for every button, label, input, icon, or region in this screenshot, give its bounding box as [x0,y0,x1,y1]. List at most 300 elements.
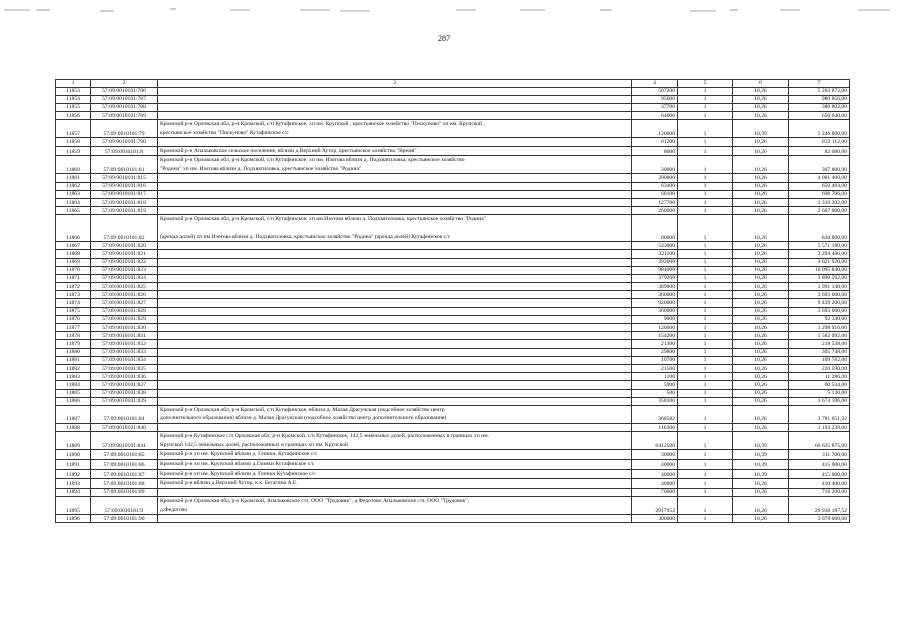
quantity-cell: 1 [678,258,733,266]
cadastral-number-cell: 57:09:0010101:818 [91,198,158,206]
rate-cell: 10,26 [733,405,789,423]
area-cell: 127700 [632,198,678,206]
quantity-cell: 1 [678,112,733,120]
quantity-cell: 1 [678,356,733,364]
value-cell: 4 021 920,00 [789,258,850,266]
area-cell: 358100 [632,397,678,405]
table-row [56,250,850,258]
address-cell [158,190,632,198]
table-row [56,274,850,282]
table-row [56,258,850,266]
value-cell: 307 800,00 [789,156,850,174]
quantity-cell: 1 [678,190,733,198]
quantity-cell: 1 [678,515,733,523]
row-number-cell: 11890 [56,450,91,460]
row-number-cell: 11853 [56,87,91,95]
cadastral-number-cell: 57:09:0010101:82 [91,215,158,242]
row-number-cell: 11862 [56,182,91,190]
row-number-cell: 11894 [56,488,91,496]
value-cell: 2 667 600,00 [789,207,850,215]
table-row [56,450,850,460]
cadastral-number-cell: 57:09:0010101:833 [91,348,158,356]
area-cell: 63400 [632,182,678,190]
value-cell: 218 538,00 [789,340,850,348]
table-row [56,146,850,156]
area-cell: 40000 [632,479,678,489]
cadastral-number-cell: 57:09:0010101:90 [91,515,158,523]
cadastral-number-cell: 57:09:0010101:837 [91,381,158,389]
address-cell [158,198,632,206]
row-number-cell: 11860 [56,156,91,174]
rate-cell: 10,26 [733,112,789,120]
table-row [56,315,850,323]
cadastral-number-cell: 57:09:0010101:817 [91,190,158,198]
address-cell [158,373,632,381]
row-number-cell: 11879 [56,340,91,348]
row-number-cell: 11880 [56,348,91,356]
value-cell: 415 600,00 [789,460,850,470]
address-cell [158,356,632,364]
area-cell: 507200 [632,87,678,95]
value-cell: 66 625 875,00 [789,432,850,450]
rate-cell: 10,26 [733,332,789,340]
area-cell: 392000 [632,258,678,266]
address-cell [158,332,632,340]
rate-cell: 10,26 [733,307,789,315]
quantity-cell: 1 [678,250,733,258]
cadastral-number-cell: 57:09:0010101:840 [91,424,158,432]
row-number-cell: 11876 [56,315,91,323]
quantity-cell: 1 [678,274,733,282]
cadastral-number-cell: 57:09:0010101:829 [91,315,158,323]
column-header: 4 [632,80,678,88]
area-cell: 120000 [632,120,678,138]
quantity-cell: 1 [678,120,733,138]
cadastral-number-cell: 57:09:0010101:8 [91,146,158,156]
rate-cell: 10,26 [733,258,789,266]
rate-cell: 10,26 [733,95,789,103]
value-cell: 11 286,00 [789,373,850,381]
address-cell [158,397,632,405]
area-cell: 390000 [632,174,678,182]
table-row [56,299,850,307]
rate-cell: 10,26 [733,182,789,190]
quantity-cell: 1 [678,488,733,496]
value-cell: 1 246 800,00 [789,120,850,138]
quantity-cell: 1 [678,182,733,190]
address-cell [158,283,632,291]
row-number-cell: 11878 [56,332,91,340]
address-line: Кромской р-н Кутафинское с/п Орловская обл, р-н Кромской, с/п Кутафинское, 142,5 земельных долей, расположенных в границах хп им. [160,433,490,440]
quantity-cell: 1 [678,207,733,215]
value-cell: 4 001 400,00 [789,174,850,182]
table-row [56,198,850,206]
rate-cell: 10,26 [733,373,789,381]
table-row [56,424,850,432]
column-header: 6 [733,80,789,88]
value-cell: 1 582 092,00 [789,332,850,340]
row-number-cell: 11872 [56,283,91,291]
address-cell [158,266,632,274]
value-cell: 415 600,00 [789,469,850,479]
cadastral-number-cell: 57:09:0010101:85 [91,450,158,460]
table-row [56,87,850,95]
cadastral-number-cell: 57:09:0010101:787 [91,95,158,103]
address-line: дополнительного образования) вблизи д. Малая Драгунская (подсобное хозяйство центр дополнительного образования) [160,415,447,422]
area-cell: 30000 [632,156,678,174]
address-cell [158,112,632,120]
value-cell: 718 200,00 [789,488,850,496]
rate-cell: 10,26 [733,479,789,489]
column-header: 2 [91,80,158,88]
rate-cell: 10,26 [733,198,789,206]
quantity-cell: 1 [678,266,733,274]
value-cell: 29 938 187,52 [789,497,850,515]
rate-cell: 10,26 [733,340,789,348]
area-cell: 70000 [632,488,678,496]
rate-cell: 10,39 [733,120,789,138]
rate-cell: 10,26 [733,207,789,215]
address-cell [158,274,632,282]
table-row [56,348,850,356]
value-cell: 410 400,00 [789,479,850,489]
value-cell: 833 112,00 [789,138,850,146]
row-number-cell: 11888 [56,424,91,432]
value-cell: 220 590,00 [789,364,850,372]
row-number-cell: 11896 [56,515,91,523]
rate-cell: 10,39 [733,432,789,450]
row-number-cell: 11895 [56,497,91,515]
address-line: Кромской р-н Орловская обл, р-н Кромской, с/п Кутафинское, хп им. Изотова вблизи д. Подхватиловка, крестьянское хозяйство [160,157,465,164]
address-line: Кромской р-н хп им. Крупской вблизи д. Глинки, Кутафинское с/с [160,451,318,458]
row-number-cell: 11863 [56,190,91,198]
table-row [56,397,850,405]
rate-cell: 10,26 [733,497,789,515]
address-line: (аренда долей) хп им Изотова вблизи д. Подхватиловка, крестьянское хозяйство "Родина" (аренда долей) Кутафинское с/с [160,233,451,240]
address-cell [158,315,632,323]
cadastral-number-cell: 57:09:0010101:834 [91,356,158,364]
quantity-cell: 1 [678,146,733,156]
area-cell: 6412500 [632,432,678,450]
quantity-cell: 1 [678,87,733,95]
row-number-cell: 11893 [56,479,91,489]
area-cell: 116300 [632,424,678,432]
table-row [56,190,850,198]
table-row [56,307,850,315]
address-cell [158,138,632,146]
value-cell: 5 571 180,00 [789,242,850,250]
address-cell [158,182,632,190]
cadastral-number-cell: 57:09:0010101:819 [91,207,158,215]
table-row [56,207,850,215]
address-line [160,224,629,233]
address-cell [158,120,632,138]
quantity-cell: 1 [678,324,733,332]
value-cell: 3 693 600,00 [789,291,850,299]
cadastral-number-cell: 57:09:0010101:838 [91,389,158,397]
quantity-cell: 1 [678,299,733,307]
table-row [56,389,850,397]
quantity-cell: 1 [678,497,733,515]
rate-cell: 10,26 [733,488,789,496]
area-cell: 10700 [632,356,678,364]
quantity-cell: 1 [678,348,733,356]
page-number: 287 [438,34,450,43]
row-number-cell: 11868 [56,250,91,258]
table-row [56,215,850,242]
quantity-cell: 1 [678,215,733,242]
value-cell: 92 340,00 [789,315,850,323]
table-row [56,364,850,372]
table-row [56,340,850,348]
quantity-cell: 1 [678,174,733,182]
rate-cell: 10,26 [733,397,789,405]
row-number-cell: 11886 [56,397,91,405]
area-cell: 500 [632,389,678,397]
address-line: крестьянское хозяйство "Пискуново" Кутафинское с/с [160,129,289,136]
address-line: Кромской р-н вблизи д.Верхний Хутор, к.х. Бегагина А.Е. [160,480,298,487]
row-number-cell: 11869 [56,258,91,266]
address-line: Кромской р-н Орловская обл, р-н Кромской, с/п Кутафинское, хп им. Крупской , крестьянское хозяйство "Пискуново" хп им. Крупской , [160,121,485,128]
row-number-cell: 11891 [56,460,91,470]
area-cell: 81200 [632,138,678,146]
quantity-cell: 1 [678,307,733,315]
address-line: Кромской р-н Апальковское сельское поселение, вблизи д.Верхний Хутор, крестьянское хозяйство "Время" [160,147,417,154]
quantity-cell: 1 [678,283,733,291]
quantity-cell: 1 [678,432,733,450]
quantity-cell: 1 [678,424,733,432]
quantity-cell: 1 [678,405,733,423]
address-cell [158,424,632,432]
rate-cell: 10,26 [733,266,789,274]
value-cell: 5 203 872,00 [789,87,850,95]
area-cell: 2917952 [632,497,678,515]
quantity-cell: 1 [678,315,733,323]
rate-cell: 10,39 [733,469,789,479]
rate-cell: 10,26 [733,515,789,523]
rate-cell: 10,26 [733,291,789,299]
row-number-cell: 11877 [56,324,91,332]
row-number-cell: 11856 [56,112,91,120]
row-number-cell: 11892 [56,469,91,479]
address-cell [158,242,632,250]
row-number-cell: 11866 [56,215,91,242]
column-header: 7 [789,80,850,88]
row-number-cell: 11859 [56,146,91,156]
quantity-cell: 1 [678,364,733,372]
value-cell: 1 310 202,00 [789,198,850,206]
area-cell: 21300 [632,340,678,348]
table-row [56,174,850,182]
value-cell: 3 781 651,32 [789,405,850,423]
rate-cell: 10,26 [733,324,789,332]
area-cell: 300000 [632,515,678,523]
table-row [56,356,850,364]
address-cell [158,250,632,258]
address-cell [158,460,632,470]
cadastral-number-cell: 57:09:0010101:832 [91,340,158,348]
row-number-cell: 11858 [56,138,91,146]
area-cell: 360000 [632,291,678,299]
area-cell: 389000 [632,283,678,291]
quantity-cell: 1 [678,103,733,111]
cadastral-number-cell: 57:09:0010101:830 [91,324,158,332]
address-cell [158,405,632,423]
value-cell: 3 078 000,00 [789,515,850,523]
row-number-cell: 11881 [56,356,91,364]
quantity-cell: 1 [678,291,733,299]
value-cell: 820 800,00 [789,215,850,242]
rate-cell: 10,26 [733,348,789,356]
address-line: Кромской р-н Орловская обл, р-н Кромской, с/п Кутафинское, хп им.Изотова вблизи д. Подхватиловка, крестьянское хозяйство "Родина" [160,216,487,223]
row-number-cell: 11882 [56,364,91,372]
rate-cell: 10,26 [733,250,789,258]
table-row [56,95,850,103]
address-cell [158,103,632,111]
cadastral-number-cell: 57:09:0010101:788 [91,103,158,111]
rate-cell: 10,26 [733,138,789,146]
area-cell: 984000 [632,266,678,274]
address-cell [158,450,632,460]
row-number-cell: 11857 [56,120,91,138]
table-row [56,332,850,340]
table-row [56,120,850,138]
area-cell: 29800 [632,348,678,356]
address-cell [158,340,632,348]
address-cell [158,488,632,496]
table-row [56,405,850,423]
value-cell: 386 802,00 [789,103,850,111]
address-cell [158,258,632,266]
rate-cell: 10,26 [733,190,789,198]
rate-cell: 10,26 [733,315,789,323]
address-cell [158,515,632,523]
area-cell: 321100 [632,250,678,258]
value-cell: 1 298 916,00 [789,324,850,332]
cadastral-number-cell: 57:09:0010101:826 [91,291,158,299]
area-cell: 368582 [632,405,678,423]
value-cell: 3 674 106,00 [789,397,850,405]
quantity-cell: 1 [678,156,733,174]
area-cell: 5900 [632,381,678,389]
row-number-cell: 11873 [56,291,91,299]
table-row [56,156,850,174]
quantity-cell: 1 [678,95,733,103]
table-row [56,515,850,523]
table-row [56,324,850,332]
area-cell: 30000 [632,450,678,460]
value-cell: 3 991 140,00 [789,283,850,291]
area-cell: 37700 [632,103,678,111]
area-cell: 126600 [632,324,678,332]
address-cell [158,87,632,95]
table-row [56,469,850,479]
value-cell: 305 748,00 [789,348,850,356]
value-cell: 9 439 200,00 [789,299,850,307]
table-row [56,138,850,146]
area-cell: 360000 [632,307,678,315]
quantity-cell: 1 [678,242,733,250]
row-number-cell: 11884 [56,381,91,389]
area-cell: 68100 [632,190,678,198]
rate-cell: 10,26 [733,389,789,397]
value-cell: 656 640,00 [789,112,850,120]
cadastral-number-cell: 57:09:0010101:816 [91,182,158,190]
value-cell: 3 693 600,00 [789,307,850,315]
quantity-cell: 1 [678,450,733,460]
cadastral-number-cell: 57:09:0010101:839 [91,397,158,405]
row-number-cell: 11865 [56,207,91,215]
cadastral-number-cell: 57:09:0010101:786 [91,87,158,95]
rate-cell: 10,26 [733,381,789,389]
scan-noise-strip [0,4,905,16]
column-header: 5 [678,80,733,88]
area-cell: 21500 [632,364,678,372]
row-number-cell: 11861 [56,174,91,182]
cadastral-number-cell: 57:09:0010101:9 [91,497,158,515]
value-cell: 3 294 486,00 [789,250,850,258]
cadastral-number-cell: 57:09:0010101:87 [91,469,158,479]
value-cell: 3 890 592,00 [789,274,850,282]
quantity-cell: 1 [678,138,733,146]
table-row [56,112,850,120]
quantity-cell: 1 [678,340,733,348]
address-cell [158,174,632,182]
cadastral-number-cell: 57:09:0010101:820 [91,242,158,250]
address-cell [158,432,632,450]
table-row [56,182,850,190]
quantity-cell: 1 [678,381,733,389]
area-cell: 80000 [632,215,678,242]
table-row [56,242,850,250]
address-line: д.Федотово [160,506,188,513]
address-cell [158,307,632,315]
rate-cell: 10,26 [733,356,789,364]
row-number-cell: 11871 [56,274,91,282]
rate-cell: 10,26 [733,87,789,95]
table-row [56,266,850,274]
rate-cell: 10,26 [733,364,789,372]
land-plot-table [55,79,850,523]
cadastral-number-cell: 57:09:0010101:835 [91,364,158,372]
table-row [56,460,850,470]
table-row [56,373,850,381]
address-cell [158,299,632,307]
quantity-cell: 1 [678,198,733,206]
rate-cell: 10,26 [733,274,789,282]
address-cell [158,389,632,397]
area-cell: 95600 [632,95,678,103]
cadastral-number-cell: 57:09:0010101:821 [91,250,158,258]
rate-cell: 10,26 [733,174,789,182]
rate-cell: 10,26 [733,283,789,291]
address-line: Кромской р-н хп им. Крупской вблизи д.Глинки Кутафинское с/с [160,461,315,468]
column-header: 1 [56,80,91,88]
address-line: Крупской 142,5 земельных долей, расположенных в границах хп им. Крупской [160,441,348,448]
cadastral-number-cell: 57:09:0010101:81 [91,156,158,174]
rate-cell: 10,26 [733,103,789,111]
area-cell: 40000 [632,460,678,470]
address-cell [158,146,632,156]
table-row [56,432,850,450]
address-line: Кромской р-н Орловская обл, р-н Кромской, с/п Кутафинское, вблизи д. Малая Драгунская (подсобное хозяйство центр [160,406,445,413]
quantity-cell: 1 [678,373,733,381]
address-cell [158,497,632,515]
table-row [56,479,850,489]
address-cell [158,364,632,372]
row-number-cell: 11867 [56,242,91,250]
value-cell: 109 782,00 [789,356,850,364]
